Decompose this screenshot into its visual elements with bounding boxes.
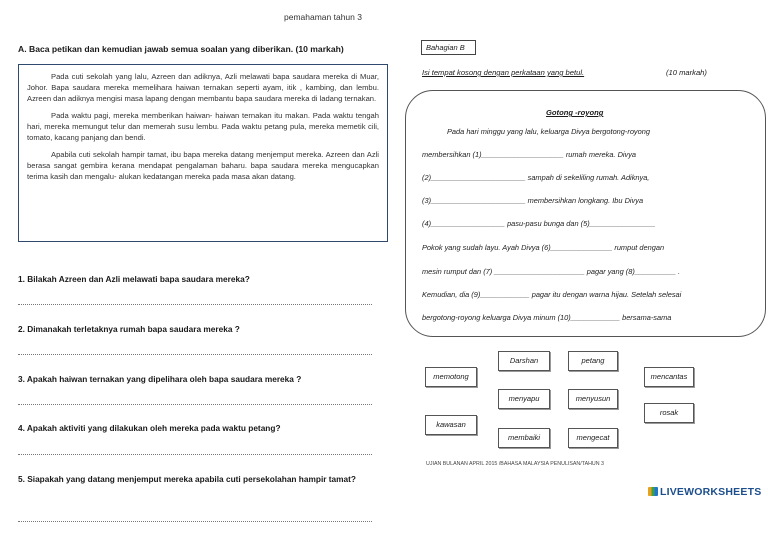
word-card-rosak[interactable]: rosak [644,403,694,423]
logo-text: LIVEWORKSHEETS [660,486,762,498]
answer-line-3[interactable] [18,404,372,405]
cloze-line-6: Pokok yang sudah layu. Ayah Divya (6)_______________ rumput dengan [422,243,665,252]
cloze-line-2: membersihkan (1)____________________ rumah mereka. Divya [422,150,637,159]
page-header: pemahaman tahun 3 [284,12,362,22]
liveworksheets-logo [648,486,761,498]
word-card-menyapu[interactable]: menyapu [498,389,550,409]
question-3: 3. Apakah haiwan ternakan yang dipelihara oleh bapa saudara mereka ? [18,374,302,384]
word-card-petang[interactable]: petang [568,351,618,371]
question-1: 1. Bilakah Azreen dan Azli melawati bapa saudara mereka? [18,274,250,284]
word-card-darshan[interactable]: Darshan [498,351,550,371]
cloze-line-4: (3)_______________________ membersihkan longkang. Ibu Divya [422,196,644,205]
cloze-line-1: Pada hari minggu yang lalu, keluarga Divya bergotong-royong [447,127,650,136]
answer-line-2[interactable] [18,354,372,355]
word-card-memotong[interactable]: memotong [425,367,477,387]
answer-line-5[interactable] [18,521,372,522]
word-card-membaiki[interactable]: membaiki [498,428,550,448]
word-card-kawasan[interactable]: kawasan [425,415,477,435]
answer-line-1[interactable] [18,304,372,305]
section-a-title: A. Baca petikan dan kemudian jawab semua soalan yang diberikan. (10 markah) [18,44,344,54]
section-b-label: Bahagian B [421,40,476,55]
word-card-mencantas[interactable]: mencantas [644,367,694,387]
cloze-title: Gotong -royong [546,108,604,117]
word-card-menyusun[interactable]: menyusun [568,389,618,409]
question-4: 4. Apakah aktiviti yang dilakukan oleh mereka pada waktu petang? [18,423,281,433]
reading-passage [18,64,388,242]
cloze-line-5: (4)__________________ pasu-pasu bunga dan (5)________________ [422,219,656,228]
cloze-line-9: bergotong-royong keluarga Divya minum (10)____________ bersama-sama [422,313,672,322]
section-b-marks: (10 markah) [666,68,707,77]
passage-paragraph-3: Apabila cuti sekolah hampir tamat, ibu bapa mereka datang menjemput mereka. Azreen dan Azli berasa sangat gembira kerana mendapat pengalaman baharu. bapa saudara mereka mengucapkan terima kasih dan mengalu- alukan kedatangan mereka pada masa akan datang. [27,150,379,181]
question-2: 2. Dimanakah terletaknya rumah bapa saudara mereka ? [18,324,240,334]
cloze-line-3: (2)_______________________ sampah di sekeliling rumah. Adiknya, [422,173,650,182]
section-b-instruction: Isi tempat kosong dengan perkataan yang betul. [422,68,585,77]
cloze-line-8: Kemudian, dia (9)____________ pagar itu dengan warna hijau. Setelah selesai [422,290,682,299]
liveworksheets-logo-icon [648,487,658,496]
passage-paragraph-1: Pada cuti sekolah yang lalu, Azreen dan adiknya, Azli melawati bapa saudara mereka di Muar, Johor. Bapa saudara mereka memelihara haiwan ternakan seperti ayam, itik , kambing, dan lembu. Azreen dan adiknya mengisi masa lapang dengan membantu bapa saudara mereka di ladang ternakan. [27,72,379,103]
footer-note: UJIAN BULANAN APRIL 2015 /BAHASA MALAYSIA PENULISAN/TAHUN 3 [426,461,605,467]
answer-line-4[interactable] [18,454,372,455]
cloze-line-7: mesin rumput dan (7) ______________________ pagar yang (8)__________ . [422,267,681,276]
word-card-mengecat[interactable]: mengecat [568,428,618,448]
passage-paragraph-2: Pada waktu pagi, mereka memberikan haiwan- haiwan ternakan itu makan. Pada waktu tengah hari, mereka memungut telur dan memerah susu lembu. Pada waktu petang pula, mereka memetik cili, tomato, kacang panjang dan bendi. [27,111,379,142]
question-5: 5. Siapakah yang datang menjemput mereka apabila cuti persekolahan hampir tamat? [18,474,356,484]
